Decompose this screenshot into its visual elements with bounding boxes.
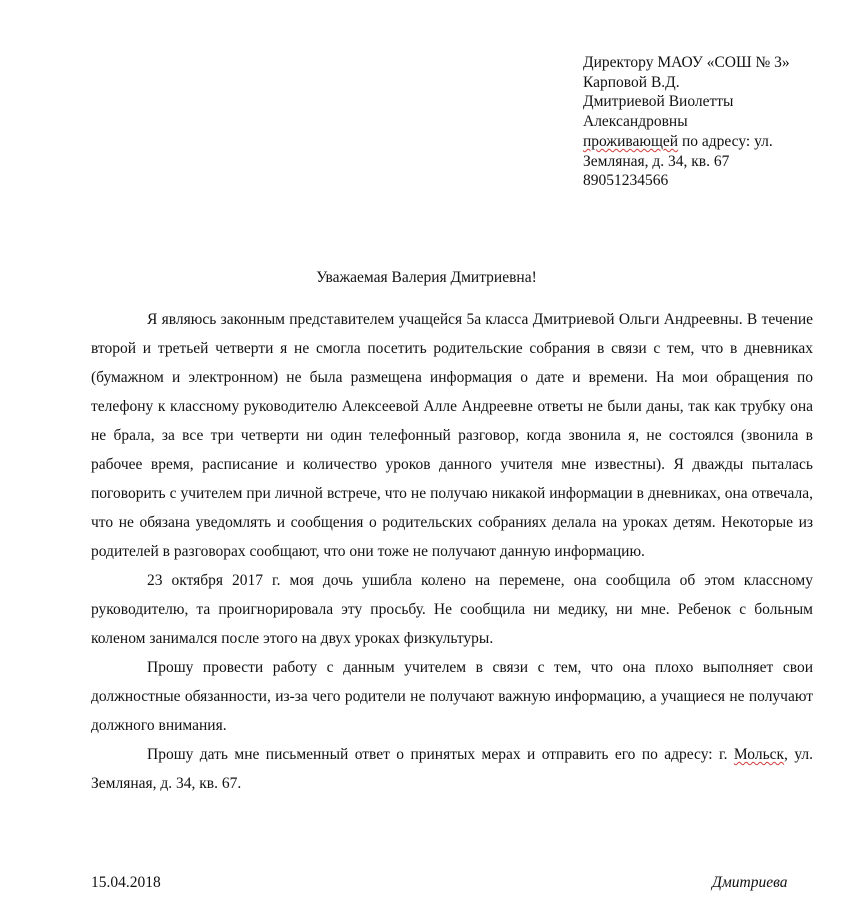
addressee-line: Александровны	[583, 113, 688, 131]
signature: Дмитриева	[712, 874, 788, 891]
paragraph	[91, 740, 813, 798]
paragraph-text: Прошу дать мне письменный ответ о принятых мерах и отправить его по адресу: г.	[147, 746, 734, 763]
misspelled-word: Мольск	[733, 746, 785, 763]
letter-date: 15.04.2018	[91, 874, 161, 891]
addressee-phone: 89051234566	[583, 172, 669, 190]
addressee-line-rest: по адресу: ул.	[678, 132, 773, 150]
paragraph: Я являюсь законным представителем учащейся 5а класса Дмитриевой Ольги Андреевны. В течение второй и третьей четверти я не смогла посетить родительские собрания в связи с тем, что в дневниках (бумажном и электронном) не была размещена информация о дате и времени. На мои обращения по телефону к классному руководителю Алексеевой Алле Андреевне ответы не были даны, так как трубку она не брала, за все три четверти ни один телефонный разговор, когда звонила я, не состоялся (звонила в рабочее время, расписание и количество уроков данного учителя мне известны). Я дважды пыталась поговорить с учителем при личной встрече, что не получаю никакой информации в дневниках, она отвечала, что не обязана уведомлять и сообщения о родительских собраниях делала на уроках детям. Некоторые из родителей в разговорах сообщают, что они тоже не получают данную информацию.	[91, 311, 813, 560]
addressee-line: Карповой В.Д.	[583, 73, 680, 91]
addressee-line: Дмитриевой Виолетты	[583, 93, 734, 111]
misspelled-word: проживающей	[583, 132, 679, 150]
addressee-line: Земляная, д. 34, кв. 67	[583, 152, 730, 170]
addressee-line: Директору МАОУ «СОШ № 3»	[583, 54, 790, 71]
paragraph: 23 октября 2017 г. моя дочь ушибла колено на перемене, она сообщила об этом классному руководителю, та проигнорировала эту просьбу. Не сообщила ни медику, ни мне. Ребенок с больным коленом занимался после этого на двух уроках физкультуры.	[91, 572, 813, 647]
paragraph: Прошу провести работу с данным учителем в связи с тем, что она плохо выполняет свои должностные обязанности, из-за чего родители не получают важную информацию, а учащиеся не получают должного внимания.	[91, 659, 813, 734]
salutation: Уважаемая Валерия Дмитриевна!	[316, 269, 537, 286]
addressee-block	[583, 53, 790, 191]
paragraph-text: , ул. Земляная, д. 34, кв. 67.	[91, 746, 814, 792]
letter-body	[91, 305, 813, 798]
addressee-line	[583, 132, 790, 152]
